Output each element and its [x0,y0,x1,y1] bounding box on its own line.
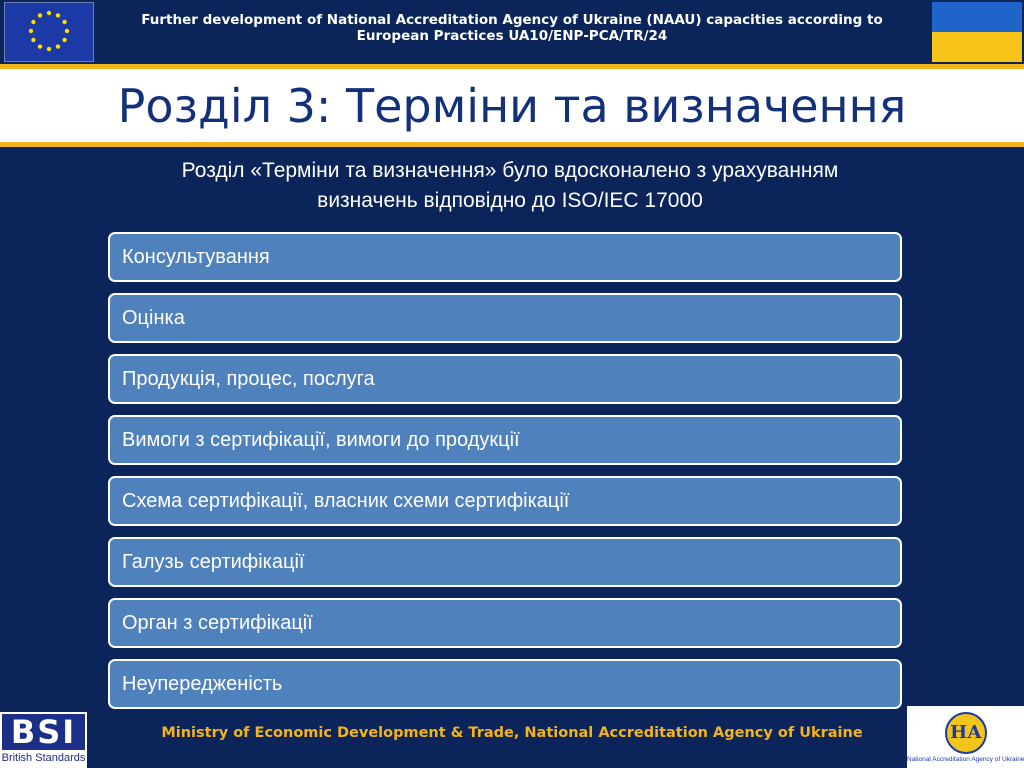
gold-divider-bottom [0,142,1024,147]
eu-flag-logo [4,2,94,62]
terms-list [108,232,902,720]
term-item-consulting: Консультування [108,232,902,282]
term-item-certification-scope: Галузь сертифікації [108,537,902,587]
naau-logo [907,706,1024,768]
slide-title: Розділ 3: Терміни та визначення [117,79,907,133]
ukraine-flag-yellow [932,32,1022,62]
term-item-certification-scheme: Схема сертифікації, власник схеми сертифікації [108,476,902,526]
project-header [100,12,924,44]
intro-text [60,156,960,216]
term-item-impartiality: Неупередженість [108,659,902,709]
term-item-evaluation: Оцінка [108,293,902,343]
naau-emblem-icon: НА [945,712,987,754]
ukraine-flag-logo [932,2,1022,62]
bsi-logo-caption: British Standards [1,752,86,764]
term-item-certification-body: Орган з сертифікації [108,598,902,648]
ukraine-flag-blue [932,2,1022,32]
bsi-logo [0,712,87,768]
term-item-product-process-service: Продукція, процес, послуга [108,354,902,404]
footer-text: Ministry of Economic Development & Trade, National Accreditation Agency of Ukraine [161,725,863,741]
naau-logo-caption: National Accreditation Agency of Ukraine [907,756,1024,763]
intro-line1: Розділ «Терміни та визначення» було вдосконалено з урахуванням [181,159,839,182]
intro-line2: визначень відповідно до ISO/IEC 17000 [317,189,703,212]
bsi-logo-mark: BSI [2,714,85,750]
project-header-line2: European Practices UA10/ENP-PCA/TR/24 [356,28,668,44]
term-item-certification-requirements: Вимоги з сертифікації, вимоги до продукції [108,415,902,465]
eu-stars-icon [5,3,93,61]
project-header-line1: Further development of National Accreditation Agency of Ukraine (NAAU) capacities according to [141,12,883,28]
